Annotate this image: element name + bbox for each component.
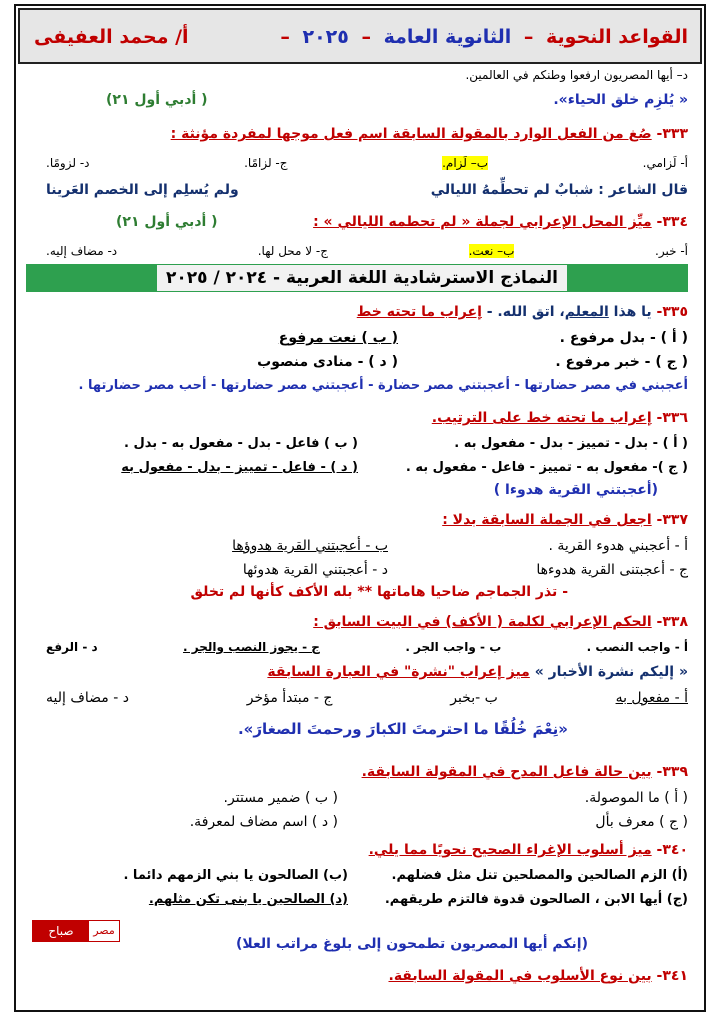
q335-prompt-row — [26, 304, 688, 320]
q337-option-d: د - أعجبتني القرية هدوئها — [242, 562, 388, 578]
page-header — [18, 8, 702, 64]
q339-row1 — [26, 790, 688, 806]
q337-prompt: اجعل في الجملة السابقة بدلا : — [442, 512, 652, 528]
q340-row1 — [26, 868, 688, 883]
q341-prompt: بين نوع الأسلوب في المقولة السابقة. — [388, 968, 652, 984]
q338-options — [26, 640, 688, 654]
q336-option-a: ( أ ) - بدل - تمييز - بدل - مفعول به . — [454, 436, 688, 451]
q333-options — [26, 156, 688, 170]
subject-title: القواعد النحوية — [546, 26, 688, 48]
q338-quote: « إليكم نشرة الأخبار » — [534, 664, 688, 680]
section-banner — [26, 264, 688, 292]
q339-option-b: ( ب ) ضمير مستتر. — [223, 790, 338, 806]
q333-number: ٣٣٣- — [656, 126, 688, 142]
banner-title: النماذج الاسترشادية اللغة العربية - ٢٠٢٤ / ٢٠٢٥ — [156, 264, 568, 292]
q337-verse: - تذر الجماجم ضاحيا هاماتها ** بله الأكف كأنها لم تخلق — [190, 584, 568, 600]
q333-option-d: د- لزومًا. — [46, 156, 90, 170]
q336-option-c: ( ج )- مفعول به - تمييز - فاعل - مفعول به . — [405, 460, 688, 475]
q338-2-option-d: د - مضاف إليه — [46, 690, 129, 706]
q338-option-d: د - الرفع — [46, 640, 98, 654]
q340-number: ٣٤٠- — [656, 842, 688, 858]
q334-options — [26, 244, 688, 258]
q337-row2 — [26, 562, 688, 578]
q336-prompt-row — [26, 410, 688, 426]
q335-number: ٣٣٥- — [656, 304, 688, 320]
q340-option-a: (أ) الزم الصالحين والمصلحين تنل مثل فضلهم. — [391, 868, 688, 883]
q335-text-rest: ، اتق الله. - — [481, 304, 565, 320]
q335-option-c: ( ج ) - خبر مرفوع . — [555, 354, 688, 370]
q332-source: ( أدبي أول ٢١) — [106, 92, 208, 108]
q339-row2 — [26, 814, 688, 830]
q335-option-d: ( د ) - منادى منصوب — [257, 354, 398, 370]
q333-source: ( أدبي أول ٢١) — [116, 214, 218, 230]
q341-number: ٣٤١- — [656, 968, 688, 984]
q333-option-a: أ- لَزامي. — [642, 156, 688, 170]
q339-number: ٣٣٩- — [656, 764, 688, 780]
q337-number: ٣٣٧- — [656, 512, 688, 528]
teacher-name: أ/ محمد العفيفى — [34, 26, 189, 48]
q339-option-c: ( ج ) معرف بأل — [595, 814, 688, 830]
q337-row1 — [26, 538, 688, 554]
q333-verse — [26, 182, 688, 198]
q338-option-b: ب - واجب الجر . — [405, 640, 502, 654]
q338-prompt: الحكم الإعرابي لكلمة ( الأكف) في البيت السابق : — [313, 614, 652, 630]
q335-option-a: ( أ ) - بدل مرفوع . — [559, 330, 688, 346]
q339-option-a: ( أ ) ما الموصولة. — [584, 790, 688, 806]
q338-option-c: ج - يجوز النصب والجر . — [183, 640, 320, 654]
q338-options2 — [26, 690, 688, 706]
level-title: الثانوية العامة — [383, 26, 512, 48]
q339-option-d: ( د ) اسم مضاف لمعرفة. — [189, 814, 338, 830]
q339-prompt-row — [26, 764, 688, 780]
q334-option-d: د- مضاف إليه. — [46, 244, 118, 258]
q332-option-d: د– أيها المصريون ارفعوا وطنكم في العالمين. — [465, 68, 688, 82]
q332-quote: « يُلزِم خلق الحياء». — [553, 92, 688, 108]
q338-2-option-b: ب -بخبر — [450, 690, 498, 706]
q336-sentence: (أعجبتني القرية هدوءا ) — [493, 482, 658, 498]
q341-prompt-row — [26, 968, 688, 984]
q340-row2 — [26, 892, 688, 907]
year-title: ٢٠٢٥ — [302, 26, 349, 48]
q334-option-a: أ- خبر. — [655, 244, 688, 258]
q337-prompt-row — [26, 512, 688, 528]
q336-option-d: ( د ) - فاعل - تمييز - بدل - مفعول به — [121, 460, 358, 475]
q339-prompt: بين حالة فاعل المدح في المقولة السابقة. — [361, 764, 652, 780]
q335-text-plain: يا هذا — [608, 304, 652, 320]
q340-option-b: (ب) الصالحون يا بني الزمهم دائما . — [123, 868, 348, 883]
q334-prompt-row — [26, 214, 688, 230]
q338-2-option-c: ج - مبتدأ مؤخر — [246, 690, 333, 706]
q334-option-c: ج- لا محل لها. — [257, 244, 329, 258]
q336-row1 — [26, 436, 688, 451]
q333-prompt-row — [26, 126, 688, 142]
q332-quote-row — [26, 92, 688, 108]
q336-number: ٣٣٦- — [656, 410, 688, 426]
q338-quote-row — [26, 664, 688, 680]
worksheet-page — [14, 4, 706, 1012]
q335-row2 — [26, 354, 688, 370]
q336-row2 — [26, 460, 688, 475]
q338-prompt2: ميز إعراب "نشرة" في العبارة السابقة — [267, 664, 530, 680]
logo-part-a: مصر — [89, 921, 119, 941]
q334-number: ٣٣٤- — [656, 214, 688, 230]
q333-prompt: صُغ من الفعل الوارد بالمقولة السابقة اسم فعل موجها لمفردة مؤنثة : — [170, 126, 652, 142]
q335-option-b: ( ب ) نعت مرفوع — [278, 330, 398, 346]
q337-option-a: أ - أعجبني هدوء القرية . — [548, 538, 688, 554]
q334-prompt: ميِّز المحل الإعرابي لجملة « لم تحطمه الليالي » : — [313, 214, 652, 230]
q338-2-option-a: أ - مفعول به — [615, 690, 688, 706]
q338-number: ٣٣٨- — [656, 614, 688, 630]
q340-prompt: ميز أسلوب الإغراء الصحيح نحويًا مما يلي. — [368, 842, 652, 858]
header-right: القواعد النحوية – الثانوية العامة – ٢٠٢٥ – — [280, 26, 688, 48]
q340-option-c: (ج) أيها الابن ، الصالحون قدوة فالتزم طريقهم. — [384, 892, 688, 907]
q340-prompt-row — [26, 842, 688, 858]
q340-option-d: (د) الصالحين يا بنى تكن مثلهم. — [148, 892, 348, 907]
q337-option-c: ج - أعجبتنى القرية هدوءها — [536, 562, 688, 578]
q333-option-c: ج- لزامًا. — [244, 156, 288, 170]
content — [26, 68, 688, 1010]
q336-option-b: ( ب ) فاعل - بدل - مفعول به - بدل . — [123, 436, 358, 451]
site-logo — [32, 920, 120, 942]
q335-examples: أعجبني في مصر حضارتها - أعجبتني مصر حضارة - أعجبتني مصر حضارتها - أحب مصر حضارتها . — [78, 378, 688, 393]
q334-option-b: ب– نعت. — [468, 244, 515, 258]
q336-prompt: إعراب ما تحته خط على الترتيب. — [431, 410, 652, 426]
q333-option-b: ب– لَزام. — [442, 156, 489, 170]
q335-text-underlined: المعلم — [564, 304, 609, 320]
q338-prompt-row — [26, 614, 688, 630]
q338-option-a: أ - واجب النصب . — [586, 640, 688, 654]
q337-option-b: ب - أعجبتني القرية هدوؤها — [232, 538, 388, 554]
q335-row1 — [26, 330, 688, 346]
verse-right: قال الشاعر : شبابٌ لم تحطِّمهُ الليالي — [430, 182, 688, 198]
logo-part-b: صباح — [33, 921, 89, 941]
q335-prompt: إعراب ما تحته خط — [356, 304, 482, 320]
q338-saying: «نِعْمَ خُلُقًا ما احترمتَ الكبارَ ورحمتَ الصغارَ». — [237, 720, 568, 738]
verse-left: ولم يُسلِم إلى الخصم العَرينا — [46, 182, 239, 198]
q340-sentence: (إنكم أيها المصريون تطمحون إلى بلوغ مراتب العلا) — [235, 936, 588, 952]
